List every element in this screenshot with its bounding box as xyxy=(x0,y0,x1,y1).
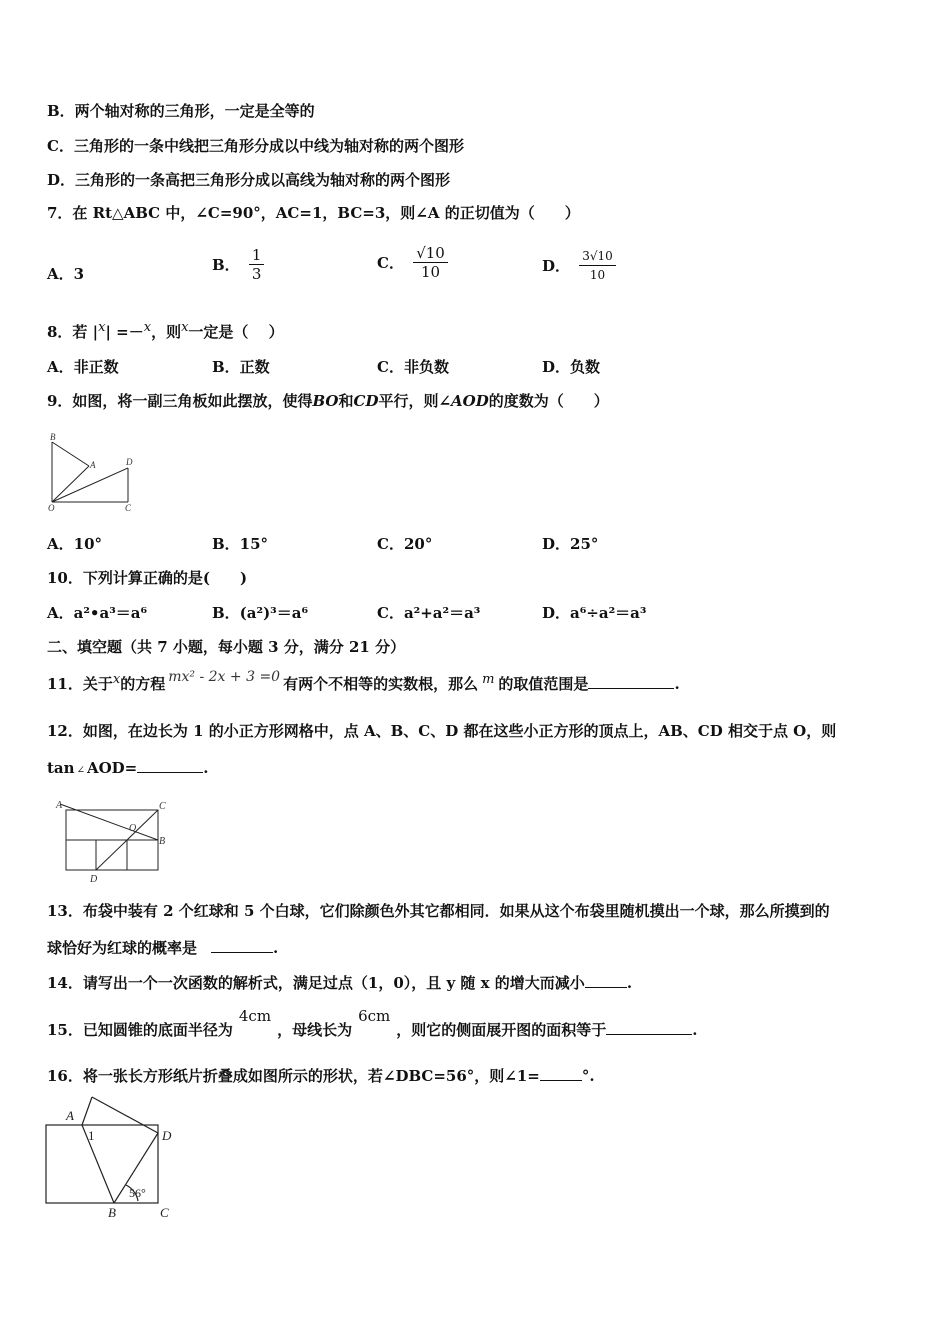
q15-pre: 15．已知圆锥的底面半径为 xyxy=(47,1021,233,1039)
q7-option-b-label: B． xyxy=(212,256,240,274)
q6-option-b: B．两个轴对称的三角形，一定是全等的 xyxy=(47,102,315,120)
q9-option-b: B．15° xyxy=(212,535,269,553)
q10-option-c: C．a²+a²＝a³ xyxy=(377,604,481,622)
q9-stem-pre: 9．如图，将一副三角板如此摆放，使得 xyxy=(47,392,313,410)
q7-option-b-fraction xyxy=(249,246,265,283)
q7-option-b xyxy=(212,246,264,283)
q16-folded-paper-figure xyxy=(44,1093,184,1221)
section-2-heading: 二、填空题（共 7 小题，每小题 3 分，满分 21 分） xyxy=(47,638,406,656)
q13-line-1: 13．布袋中装有 2 个红球和 5 个白球，它们除颜色外其它都相同．如果从这个布袋里随机摸出一个球，那么所摸到的 xyxy=(47,902,830,920)
q12-tan: tan xyxy=(47,759,75,777)
q9-triangle-figure xyxy=(44,432,144,512)
q16-label-a: A xyxy=(66,1108,74,1123)
q11-stem xyxy=(47,669,680,695)
q13-line-2-text: 球恰好为红球的概率是 xyxy=(47,939,198,957)
q9-option-c: C．20° xyxy=(377,535,433,553)
q9-label-c: C xyxy=(125,503,132,512)
q7-option-a: A．3 xyxy=(47,265,85,283)
q8-option-b: B．正数 xyxy=(212,358,270,376)
q10-option-a: A．a²•a³＝a⁶ xyxy=(47,604,148,622)
q12-line-ab xyxy=(60,804,158,840)
q15-radius: 4cm xyxy=(238,1007,272,1025)
q7-option-c xyxy=(377,244,448,281)
q12-grid-figure xyxy=(50,798,175,886)
q10-option-b: B．(a²)³＝a⁶ xyxy=(212,604,309,622)
q8-var-x-3: x xyxy=(181,320,189,335)
q12-label-d: D xyxy=(90,874,98,885)
q15-end: ，则它的侧面展开图的面积等于 xyxy=(396,1021,607,1039)
q7-option-c-label: C． xyxy=(377,254,404,272)
q10-stem: 10．下列计算正确的是( ) xyxy=(47,569,248,587)
q9-stem-end: 的度数为（ ） xyxy=(488,392,609,410)
q12-line-2 xyxy=(47,758,208,781)
q9-line-ba xyxy=(52,442,89,466)
q15-line xyxy=(47,1007,698,1040)
q12-tail: . xyxy=(203,759,209,777)
q11-answer-blank[interactable] xyxy=(588,674,674,689)
q8-stem xyxy=(47,322,284,342)
q14-tail: . xyxy=(626,974,633,992)
q12-label-a: A xyxy=(56,800,63,811)
q13-line-2 xyxy=(47,938,278,958)
q11-tail: . xyxy=(674,675,680,693)
q12-aod: AOD= xyxy=(86,759,138,777)
q8-stem-end: 一定是（ ） xyxy=(188,323,284,341)
q14-answer-blank[interactable] xyxy=(585,973,627,988)
q11-var-m: m xyxy=(482,672,495,687)
q13-answer-blank[interactable] xyxy=(211,938,273,953)
q11-pre: 11．关于 xyxy=(47,675,113,693)
q9-and: 和 xyxy=(338,392,354,410)
q12-label-o: O xyxy=(129,823,137,834)
q7-option-d-denominator: 10 xyxy=(589,268,606,282)
q7-option-d-numerator: 3√10 xyxy=(579,247,616,266)
q9-line-od xyxy=(52,468,128,502)
q11-mid: 的方程 xyxy=(120,675,166,693)
q9-stem xyxy=(47,391,609,411)
q7-option-d xyxy=(542,247,616,284)
q7-option-b-numerator: 1 xyxy=(249,246,265,265)
q14-text: 14．请写出一个一次函数的解析式，满足过点（1，0），且 y 随 x 的增大而减小 xyxy=(47,974,585,992)
q15-answer-blank[interactable] xyxy=(606,1020,692,1035)
q6-option-c: C．三角形的一条中线把三角形分成以中线为轴对称的两个图形 xyxy=(47,137,464,155)
q12-line-1: 12．如图，在边长为 1 的小正方形网格中，点 A、B、C、D 都在这些小正方形的顶点上，AB、CD 相交于点 O，则 xyxy=(47,722,837,740)
q9-cd: CD xyxy=(353,392,379,410)
q7-stem: 7．在 Rt△ABC 中，∠C=90°，AC=1，BC=3，则∠A 的正切值为（ ） xyxy=(47,204,580,222)
q15-slant-length: 6cm xyxy=(358,1007,391,1025)
q15-mid: ，母线长为 xyxy=(277,1021,353,1039)
q11-end: 的取值范围是 xyxy=(498,675,589,693)
q7-option-c-fraction xyxy=(413,244,448,281)
q8-option-a: A．非正数 xyxy=(47,358,119,376)
q12-angle-sign: ∠ xyxy=(76,765,85,776)
q9-angle: ∠AOD xyxy=(438,392,489,410)
q9-line-ao xyxy=(52,466,89,502)
q9-label-o: O xyxy=(48,503,55,512)
q16-label-b: B xyxy=(108,1205,116,1220)
q8-stem-mid2: ，则 xyxy=(151,323,182,341)
q16-text: 16．将一张长方形纸片折叠成如图所示的形状，若∠DBC=56°，则∠1= xyxy=(47,1067,540,1085)
q16-label-d: D xyxy=(162,1128,172,1143)
q8-var-x: x xyxy=(98,320,106,335)
q8-var-x-2: x xyxy=(143,320,152,335)
q8-option-c: C．非负数 xyxy=(377,358,449,376)
q15-tail: . xyxy=(692,1021,698,1039)
q16-fold-top xyxy=(92,1097,158,1133)
q7-option-d-label: D． xyxy=(542,257,571,275)
q9-label-a: A xyxy=(90,460,96,470)
q16-label-56: 56° xyxy=(129,1186,146,1200)
q8-stem-mid: | =－ xyxy=(105,323,144,341)
q11-mid2: 有两个不相等的实数根，那么 xyxy=(283,675,479,693)
q16-fold-ab xyxy=(82,1097,114,1203)
q16-line xyxy=(47,1066,595,1086)
q12-answer-blank[interactable] xyxy=(137,758,203,773)
q7-option-c-denominator: 10 xyxy=(420,263,441,281)
q8-stem-pre: 8．若 | xyxy=(47,323,99,341)
q10-option-d: D．a⁶÷a²＝a³ xyxy=(542,604,647,622)
q16-label-c: C xyxy=(160,1205,169,1220)
q13-tail: . xyxy=(273,939,279,957)
q7-option-d-fraction xyxy=(579,247,616,284)
q9-bo: BO xyxy=(312,392,339,410)
q16-tail: °. xyxy=(581,1067,595,1085)
q12-label-b: B xyxy=(159,836,166,847)
q9-option-a: A．10° xyxy=(47,535,103,553)
q11-var-x: x xyxy=(112,672,121,687)
q16-label-1: 1 xyxy=(88,1128,95,1143)
q7-option-b-denominator: 3 xyxy=(251,265,262,283)
q14-line xyxy=(47,973,632,993)
q12-label-c: C xyxy=(159,801,166,812)
q16-answer-blank[interactable] xyxy=(540,1066,582,1081)
q9-label-d: D xyxy=(126,457,133,467)
q8-option-d: D．负数 xyxy=(542,358,601,376)
q7-option-c-numerator: √10 xyxy=(413,244,448,263)
q9-option-d: D．25° xyxy=(542,535,599,553)
q6-option-d: D．三角形的一条高把三角形分成以高线为轴对称的两个图形 xyxy=(47,171,451,189)
q9-parallel: 平行，则 xyxy=(378,392,439,410)
q11-equation: mx² - 2x + 3 =0 xyxy=(168,669,281,685)
q9-label-b: B xyxy=(50,432,56,442)
